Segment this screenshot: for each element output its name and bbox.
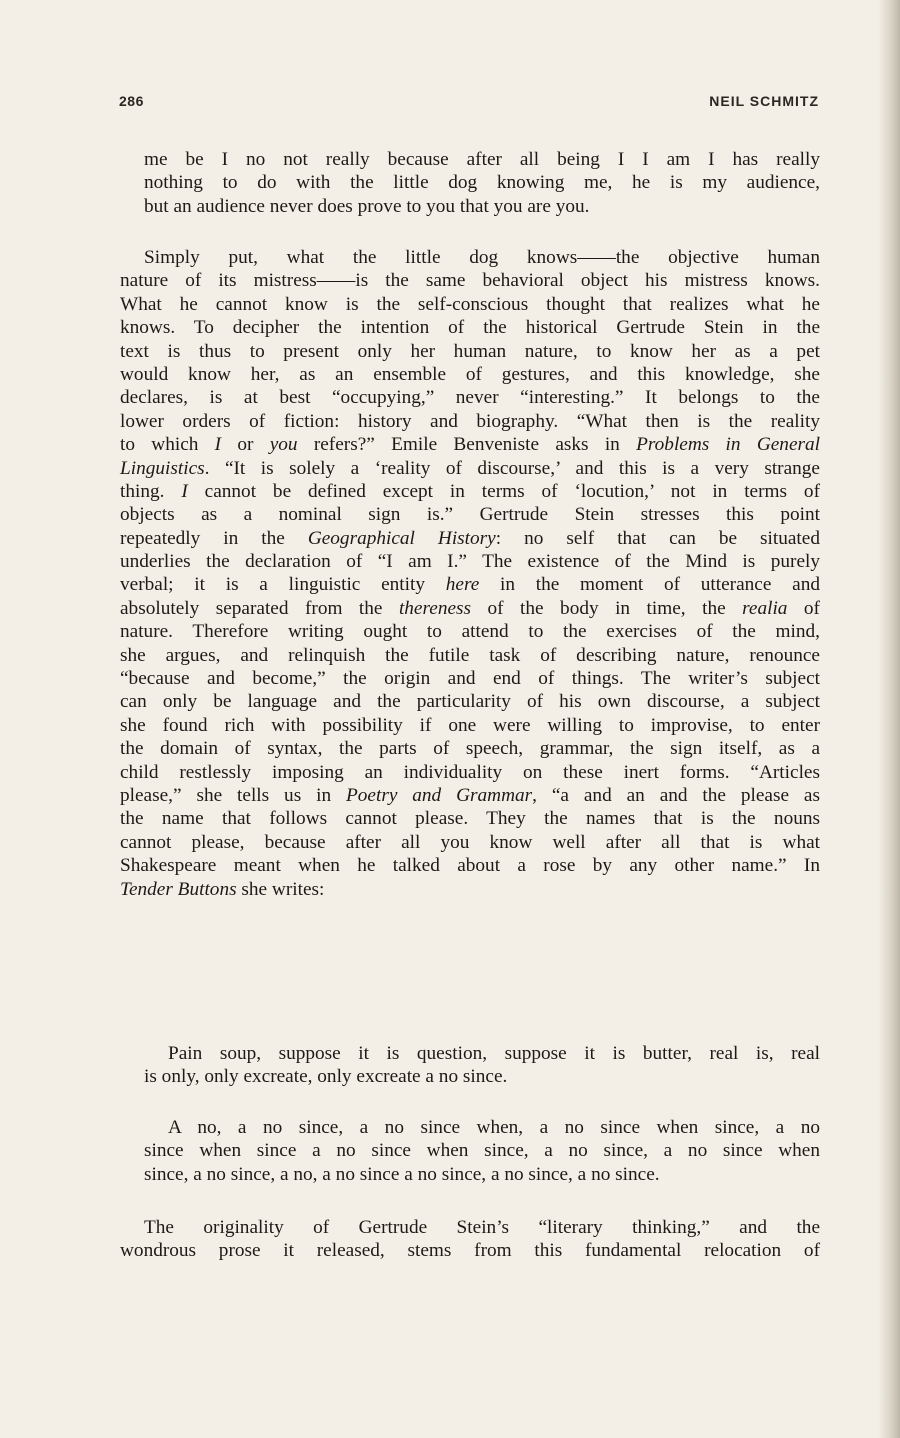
text-line <box>120 480 820 503</box>
paragraph-main <box>120 246 820 901</box>
page-edge-shadow <box>878 0 900 1438</box>
text-line <box>144 1042 820 1065</box>
text-run: Pain soup, suppose it is question, suppose it is butter, real is, real <box>168 1043 820 1064</box>
italic-text: thereness <box>398 597 472 619</box>
text-run: me be I no not really because after all being I I am I has really <box>144 149 820 170</box>
text-run: cannot please, because after all you know well after all that is what <box>120 831 820 853</box>
text-run: text is thus to present only her human nature, to know her as a pet <box>120 340 820 362</box>
text-line <box>120 784 820 807</box>
text-run: can only be language and the particularity of his own discourse, a subject <box>120 691 820 713</box>
text-run: underlies the declaration of “I am I.” The existence of the Mind is purely <box>120 551 820 573</box>
text-run: Simply put, what the little dog knows——the objective human <box>144 247 820 268</box>
text-run: cannot be defined except in terms of ‘locution,’ not in terms of <box>187 480 820 502</box>
quote-pain-soup <box>144 1042 820 1089</box>
text-line <box>120 246 820 269</box>
italic-text: Tender Buttons <box>120 878 237 900</box>
text-run: please,” she tells us in <box>120 784 346 806</box>
text-run: refers?” Emile Benveniste asks in <box>297 434 637 456</box>
text-run: she writes: <box>236 878 325 900</box>
text-line <box>144 1116 820 1139</box>
text-run: since, a no since, a no, a no since a no since, a no since, a no since. <box>144 1163 660 1185</box>
text-line <box>144 1139 820 1162</box>
quote-continuation <box>144 148 820 218</box>
text-run: : no self that can be situated <box>495 527 820 549</box>
text-run: nothing to do with the little dog knowing me, he is my audience, <box>144 172 820 194</box>
text-line <box>120 761 820 784</box>
text-run: knows. To decipher the intention of the historical Gertrude Stein in the <box>120 317 820 339</box>
italic-text: Linguistics <box>120 457 205 479</box>
text-line <box>120 316 820 339</box>
paragraph-closing <box>120 1216 820 1263</box>
italic-text: I <box>181 480 188 502</box>
text-run: since when since a no since when since, a no since, a no since when <box>144 1140 820 1162</box>
text-line <box>120 690 820 713</box>
text-line <box>120 831 820 854</box>
text-run: in the moment of utterance and <box>479 574 820 596</box>
text-line <box>120 410 820 433</box>
text-line <box>120 550 820 573</box>
text-run: “because and become,” the origin and end of things. The writer’s subject <box>120 668 820 690</box>
text-line <box>120 386 820 409</box>
text-line <box>120 573 820 596</box>
text-run: thing. <box>120 480 182 502</box>
text-line <box>120 340 820 363</box>
text-run: is only, only excreate, only excreate a no since. <box>144 1066 508 1088</box>
text-run: the name that follows cannot please. They the names that is the nouns <box>120 808 820 830</box>
text-run: . “It is solely a ‘reality of discourse,’ and this is a very strange <box>204 457 820 479</box>
text-run: nature of its mistress——is the same behavioral object his mistress knows. <box>120 270 820 292</box>
text-line <box>120 457 820 480</box>
text-line <box>120 714 820 737</box>
text-run: nature. Therefore writing ought to attend to the exercises of the mind, <box>120 621 820 643</box>
text-run: but an audience never does prove to you that you are you. <box>144 195 590 217</box>
text-run: declares, is at best “occupying,” never “interesting.” It belongs to the <box>120 387 820 409</box>
text-run: the domain of syntax, the parts of speech, grammar, the sign itself, as a <box>120 738 820 760</box>
text-line <box>144 1163 820 1186</box>
text-run: absolutely separated from the <box>120 597 399 619</box>
text-line <box>120 644 820 667</box>
text-run: of <box>787 597 820 619</box>
text-line <box>120 269 820 292</box>
text-line <box>120 737 820 760</box>
text-run: , “a and an and the please as <box>532 784 820 806</box>
text-run: would know her, as an ensemble of gestures, and this knowledge, she <box>120 363 820 385</box>
italic-text: Problems in General <box>636 434 821 456</box>
text-run: objects as a nominal sign is.” Gertrude Stein stresses this point <box>120 504 820 526</box>
text-run: or <box>221 434 270 456</box>
italic-text: you <box>269 434 298 456</box>
text-run: Shakespeare meant when he talked about a rose by any other name.” In <box>120 855 820 877</box>
text-line <box>120 667 820 690</box>
quote-a-no <box>144 1116 820 1186</box>
text-run: of the body in time, the <box>471 597 743 619</box>
italic-text: Poetry and Grammar <box>345 784 533 806</box>
italic-text: I <box>214 434 222 456</box>
text-run: What he cannot know is the self-conscious thought that realizes what he <box>120 293 820 315</box>
italic-text: Geographical History <box>307 527 496 549</box>
text-run: lower orders of fiction: history and biography. “What then is the reality <box>120 410 820 432</box>
italic-text: realia <box>742 597 788 619</box>
text-line <box>120 878 820 901</box>
text-line <box>144 195 820 218</box>
text-line <box>120 293 820 316</box>
text-run: to which <box>120 434 215 456</box>
text-run: verbal; it is a linguistic entity <box>120 574 446 596</box>
text-run: The originality of Gertrude Stein’s “literary thinking,” and the <box>144 1217 820 1238</box>
text-line <box>120 363 820 386</box>
text-run: wondrous prose it released, stems from this fundamental relocation of <box>120 1240 820 1262</box>
text-line <box>120 854 820 877</box>
text-run: she found rich with possibility if one were willing to improvise, to enter <box>120 714 820 736</box>
text-line <box>144 148 820 171</box>
text-run: child restlessly imposing an individuality on these inert forms. “Articles <box>120 761 820 783</box>
italic-text: here <box>445 574 480 596</box>
text-line <box>120 527 820 550</box>
running-head-author: NEIL SCHMITZ <box>709 93 819 109</box>
text-line <box>120 433 820 456</box>
page-number: 286 <box>119 93 144 109</box>
text-line <box>120 597 820 620</box>
text-run: she argues, and relinquish the futile task of describing nature, renounce <box>120 644 820 666</box>
text-line <box>144 1065 820 1088</box>
text-line <box>120 807 820 830</box>
text-line <box>120 620 820 643</box>
text-line <box>120 1216 820 1239</box>
text-line <box>120 1239 820 1262</box>
text-line <box>120 503 820 526</box>
text-line <box>144 171 820 194</box>
text-run: repeatedly in the <box>120 527 308 549</box>
text-run: A no, a no since, a no since when, a no since when since, a no <box>168 1117 820 1138</box>
